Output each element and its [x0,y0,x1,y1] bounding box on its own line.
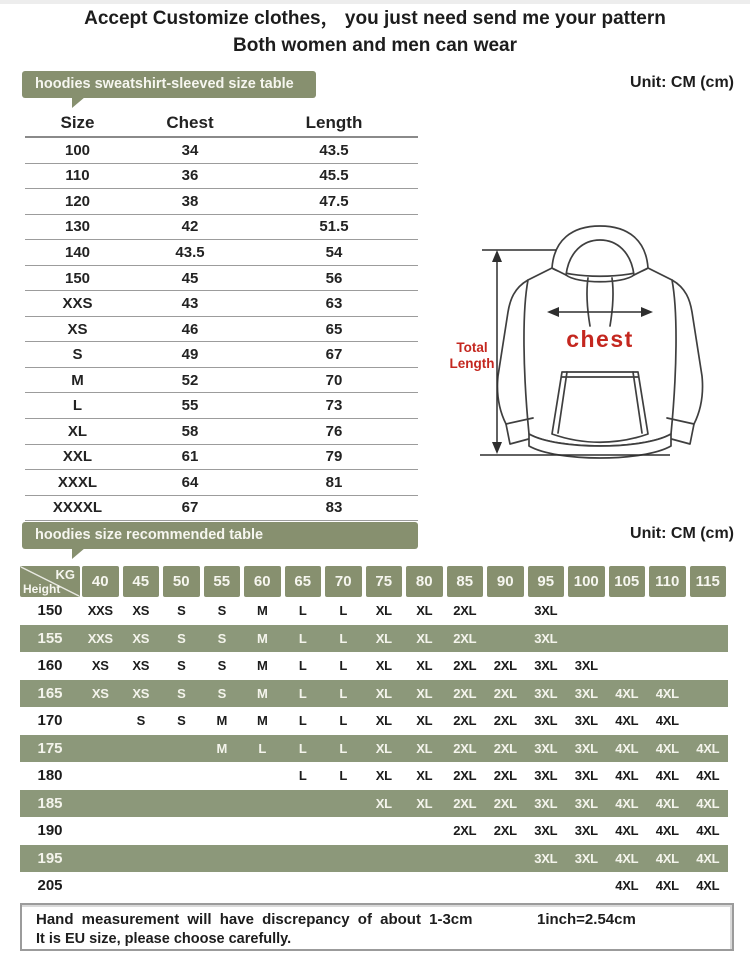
height-label: 160 [37,657,63,675]
size-value-cell: 4XL [696,850,720,866]
size-value-cell: L [298,768,307,784]
size-table-row [25,189,418,215]
size-value-cell: M [256,630,268,646]
size-value-cell: XS [132,603,150,619]
note-box [20,903,734,951]
height-label: 205 [37,877,63,895]
size-value-cell: 2XL [453,795,477,811]
height-label: 150 [37,602,63,620]
kg-column-header: 45 [121,566,162,597]
height-label: 185 [37,794,63,812]
size-value-cell: XL [375,740,392,756]
size-table-banner: hoodies sweatshirt-sleeved size table [22,71,316,98]
size-value-cell: L [298,603,307,619]
note-inch-conversion: 1inch=2.54cm [537,911,636,928]
height-label: 155 [37,629,63,647]
size-value-cell: S [177,603,186,619]
size-table-row [25,215,418,241]
size-value-cell: XL [375,713,392,729]
size-value-cell: S [177,630,186,646]
size-value-cell: 4XL [696,795,720,811]
size-table-cell: 38 [181,192,199,210]
size-value-cell: 2XL [493,685,517,701]
kg-column-header: 90 [485,566,526,597]
height-label: 175 [37,739,63,757]
size-table-cell: M [71,371,84,389]
size-value-cell: L [339,630,348,646]
height-label: 165 [37,684,63,702]
size-value-cell: XS [132,685,150,701]
size-value-cell: XXS [87,630,113,646]
size-value-cell: 2XL [493,768,517,784]
matrix-row [20,680,728,708]
size-table-row [25,266,418,292]
size-table-cell: 51.5 [319,218,349,236]
size-value-cell: M [216,740,228,756]
matrix-header [20,566,728,597]
size-value-cell: XL [375,795,392,811]
size-value-cell: S [136,713,145,729]
size-table-cell: 150 [64,269,91,287]
size-value-cell: L [339,768,348,784]
size-table-header-length: Length [305,113,363,132]
size-value-cell: 4XL [655,823,679,839]
size-value-cell: M [256,685,268,701]
size-value-cell: 3XL [574,740,598,756]
size-table-cell: XS [67,320,88,338]
size-value-cell: S [177,658,186,674]
size-value-cell: XL [416,713,433,729]
size-value-cell: L [339,603,348,619]
size-value-cell: 3XL [574,658,598,674]
matrix-row [20,762,728,790]
size-table-cell: 73 [325,397,343,415]
size-table-cell: 45 [181,269,199,287]
size-table-cell: 36 [181,167,199,185]
size-table-cell: S [72,346,83,364]
size-value-cell: 4XL [615,685,639,701]
size-table-row [25,291,418,317]
height-label: 190 [37,822,63,840]
size-value-cell: M [256,713,268,729]
total-length-label-line2: Length [449,356,495,371]
size-value-cell: 2XL [453,768,477,784]
size-value-cell: 4XL [655,795,679,811]
size-table-cell: 110 [65,167,90,185]
size-value-cell: 3XL [574,850,598,866]
size-value-cell: 3XL [534,768,558,784]
size-table-header-row [25,110,418,138]
size-value-cell: 3XL [534,603,558,619]
size-value-cell: S [217,685,226,701]
size-table-cell: 55 [181,397,199,415]
size-value-cell: M [256,603,268,619]
size-value-cell: L [298,713,307,729]
title-line-2: Both women and men can wear [233,35,517,56]
size-value-cell: XS [132,658,150,674]
kg-column-header: 115 [688,566,729,597]
size-table-cell: 47.5 [319,192,349,210]
size-value-cell: 2XL [493,740,517,756]
size-table-cell: 65 [325,320,343,338]
size-value-cell: 2XL [453,658,477,674]
size-value-cell: S [177,685,186,701]
size-table-cell: XXL [62,448,93,466]
size-table-cell: 52 [181,371,199,389]
hoodie-measurement-diagram [437,222,750,472]
recommend-table-banner: hoodies size recommended table [22,522,418,549]
size-value-cell: XL [375,658,392,674]
size-value-cell: 4XL [615,823,639,839]
size-value-cell: 4XL [655,878,679,894]
size-table-cell: 43.5 [175,243,205,261]
size-table-cell: 67 [325,346,343,364]
kangaroo-pocket [552,372,648,442]
size-table-cell: 63 [325,295,343,313]
size-value-cell: XXS [87,603,113,619]
size-value-cell: 2XL [453,740,477,756]
size-value-cell: 4XL [615,878,639,894]
size-value-cell: XL [375,603,392,619]
size-value-cell: XS [132,630,150,646]
size-table-cell: 43.5 [319,141,349,159]
matrix-row [20,625,728,653]
size-value-cell: L [339,685,348,701]
size-value-cell: 2XL [493,713,517,729]
size-value-cell: 2XL [453,630,477,646]
size-value-cell: 3XL [534,630,558,646]
chest-label: chest [566,326,634,352]
kg-column-header: 95 [526,566,567,597]
size-value-cell: 3XL [574,713,598,729]
kg-column-header: 85 [445,566,486,597]
size-value-cell: XL [416,630,433,646]
size-value-cell: 4XL [655,740,679,756]
size-value-cell: 3XL [574,823,598,839]
size-value-cell: S [177,713,186,729]
size-value-cell: S [217,658,226,674]
size-table-unit-label: Unit: CM (cm) [630,74,734,91]
title-line-1: Accept Customize clothes， you just need send me your pattern [84,8,666,29]
size-value-cell: 2XL [493,795,517,811]
kg-column-header: 70 [323,566,364,597]
size-value-cell: 2XL [453,603,477,619]
size-value-cell: L [339,740,348,756]
size-value-cell: XL [416,768,433,784]
size-table-cell: 140 [64,243,91,261]
size-value-cell: L [298,740,307,756]
size-value-cell: 3XL [534,713,558,729]
size-value-cell: XS [91,685,109,701]
size-table-cell: L [72,397,83,415]
size-table-cell: 43 [181,295,199,313]
size-value-cell: XL [416,685,433,701]
size-table-row [25,393,418,419]
hood [552,226,648,275]
note-line-1: Hand measurement will have discrepancy of about 1-3cm [36,911,473,928]
size-value-cell: 4XL [696,740,720,756]
size-value-cell: 4XL [615,713,639,729]
kg-column-header: 40 [80,566,121,597]
kg-column-header: 80 [404,566,445,597]
size-value-cell: 3XL [574,768,598,784]
size-table-header-size: Size [60,113,95,132]
size-table-cell: 64 [181,473,199,491]
size-value-cell: 4XL [615,768,639,784]
size-table-row [25,419,418,445]
size-table-cell: 67 [181,499,199,517]
size-value-cell: 3XL [534,823,558,839]
size-table-cell: 45.5 [319,167,349,185]
recommend-table-banner-tail [72,548,85,559]
size-value-cell: 4XL [696,768,720,784]
size-table-cell: 56 [325,269,343,287]
size-value-cell: 3XL [534,658,558,674]
size-value-cell: 2XL [453,823,477,839]
size-table-row [25,138,418,164]
size-value-cell: 3XL [534,685,558,701]
kg-column-header: 105 [607,566,648,597]
size-table-row [25,164,418,190]
size-value-cell: 3XL [534,740,558,756]
top-border-strip [0,0,750,4]
size-value-cell: 3XL [534,850,558,866]
matrix-row [20,817,728,845]
size-table-row [25,496,418,522]
size-value-cell: 3XL [574,685,598,701]
size-value-cell: 4XL [615,740,639,756]
size-value-cell: XL [375,630,392,646]
size-value-cell: M [256,658,268,674]
size-table-row [25,342,418,368]
size-value-cell: 2XL [453,685,477,701]
size-table-cell: 58 [181,422,199,440]
size-value-cell: XL [375,685,392,701]
size-value-cell: XL [416,658,433,674]
size-value-cell: XL [375,768,392,784]
size-table-cell: 42 [181,218,199,236]
kg-corner-label: KG [55,567,75,582]
size-value-cell: 4XL [655,713,679,729]
kg-column-header: 75 [364,566,405,597]
size-value-cell: M [216,713,228,729]
size-table-cell: 81 [325,473,343,491]
height-label: 170 [37,712,63,730]
size-table-cell: 120 [64,192,91,210]
size-value-cell: 3XL [534,795,558,811]
kg-column-header: 60 [242,566,283,597]
size-value-cell: 2XL [493,823,517,839]
size-value-cell: XL [416,795,433,811]
size-table-cell: 61 [181,448,199,466]
size-table-row [25,240,418,266]
size-table-cell: 79 [325,448,343,466]
size-table-banner-tail [72,97,85,108]
matrix-row [20,597,728,625]
size-table-cell: 70 [325,371,343,389]
size-table-cell: 100 [64,141,91,159]
matrix-row [20,872,728,900]
size-table-row [25,368,418,394]
size-value-cell: 4XL [696,878,720,894]
size-value-cell: L [298,685,307,701]
recommend-table [20,566,728,900]
size-value-cell: L [298,658,307,674]
size-table-cell: 130 [64,218,91,236]
size-value-cell: XL [416,603,433,619]
note-line-2: It is EU size, please choose carefully. [36,931,292,947]
size-value-cell: XL [416,740,433,756]
size-value-cell: S [217,630,226,646]
total-length-label-line1: Total [456,340,488,355]
matrix-body [20,597,728,900]
size-value-cell: 4XL [655,850,679,866]
height-label: 180 [37,767,63,785]
height-label: 195 [37,849,63,867]
size-table-cell: 83 [325,499,343,517]
size-table-header-chest: Chest [166,113,214,132]
size-table-cell: 49 [181,346,199,364]
size-value-cell: L [298,630,307,646]
size-table-cell: 46 [181,320,199,338]
size-value-cell: 2XL [453,713,477,729]
page-title [0,5,750,59]
size-value-cell: 4XL [655,685,679,701]
kg-column-header: 110 [647,566,688,597]
size-value-cell: 4XL [615,795,639,811]
size-table-row [25,445,418,471]
size-table-cell: XXS [62,295,93,313]
size-value-cell: L [339,713,348,729]
kg-column-header: 65 [283,566,324,597]
matrix-row [20,707,728,735]
size-table-cell: 34 [181,141,199,159]
kg-column-header: 55 [202,566,243,597]
kg-column-header: 50 [161,566,202,597]
recommend-table-unit-label: Unit: CM (cm) [630,525,734,542]
matrix-row [20,652,728,680]
height-corner-label: Height [23,582,61,596]
size-value-cell: 4XL [615,850,639,866]
size-table-cell: 76 [325,422,343,440]
size-table-cell: XXXL [57,473,98,491]
size-table-cell: XL [67,422,88,440]
size-table [25,110,418,521]
size-value-cell: S [217,603,226,619]
size-table-body [25,138,418,521]
size-value-cell: XS [91,658,109,674]
matrix-row [20,790,728,818]
kg-column-header: 100 [566,566,607,597]
size-value-cell: 4XL [696,823,720,839]
matrix-row [20,735,728,763]
size-table-row [25,470,418,496]
size-value-cell: 4XL [655,768,679,784]
size-value-cell: L [339,658,348,674]
size-table-row [25,317,418,343]
matrix-row [20,845,728,873]
size-value-cell: 3XL [574,795,598,811]
size-value-cell: 2XL [493,658,517,674]
size-table-cell: 54 [325,243,343,261]
size-value-cell: L [258,740,267,756]
size-table-cell: XXXXL [52,499,103,517]
matrix-corner-cell [20,566,80,597]
